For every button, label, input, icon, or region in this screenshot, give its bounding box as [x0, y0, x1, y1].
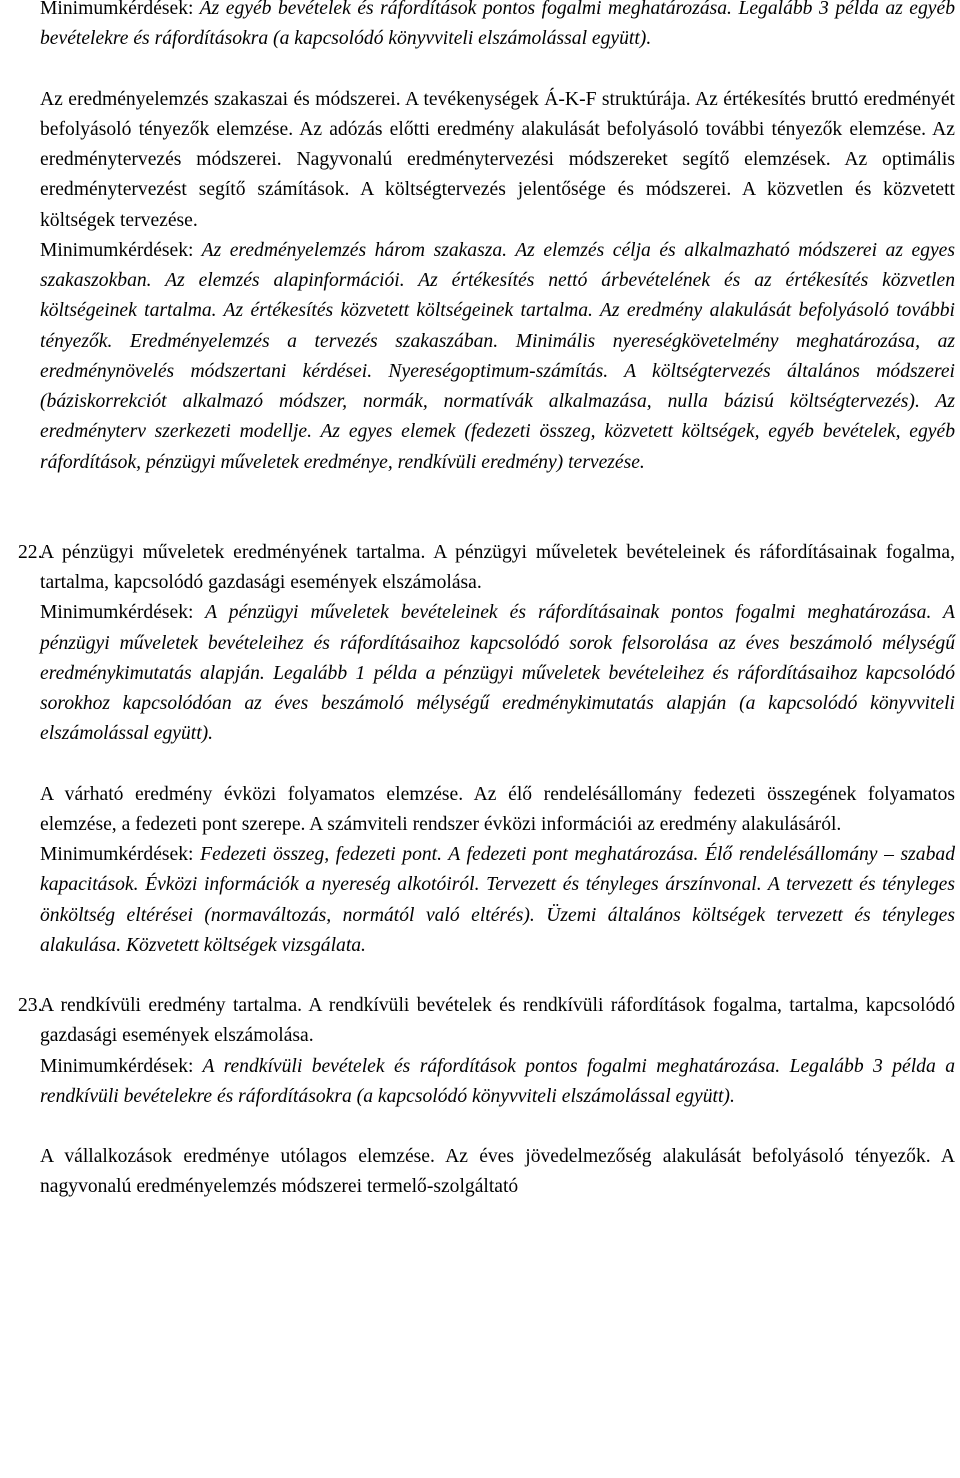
section-text: A pénzügyi műveletek eredményének tartalma. A pénzügyi műveletek bevételeinek és ráfordításainak fogalma, tartalma, kapcsolódó gazdasági események elszámolása. [40, 541, 955, 593]
paragraph-minimum-questions-other-income [40, 0, 955, 55]
paragraph-result-analysis [40, 85, 955, 236]
paragraph-expected-result [40, 780, 955, 841]
minimum-questions-label: Minimumkérdések: [40, 0, 194, 19]
document-page [18, 0, 955, 1203]
minimum-questions-label: Minimumkérdések: [40, 239, 194, 261]
minimum-questions-text: Az eredményelemzés három szakasza. Az elemzés célja és alkalmazható módszerei az egyes szakaszokban. Az elemzés alapinformációi. Az értékesítés nettó árbevételének és az értékesítés közvetlen költségeinek tartalma. Az értékesítés közvetett költségeinek tartalma. Az eredmény alakulását befolyásoló további tényezők. Eredményelemzés a tervezés szakaszában. Minimális nyereségkövetelmény meghatározása, az eredménynövelés módszertani kérdései. Nyereségoptimum-számítás. A költségtervezés általános módszerei (báziskorrekciót alkalmazó módszer, normák, normatívák alkalmazása, nulla bázisú költségtervezés). Az eredményterv szerkezeti modellje. Az egyes elemek (fedezeti összeg, közvetett költségek, egyéb bevételek, egyéb ráfordítások, pénzügyi műveletek eredménye, rendkívüli eredmény) tervezése. [40, 239, 955, 473]
section-number: 23. [18, 995, 43, 1016]
paragraph-minimum-questions-contribution [40, 840, 955, 961]
paragraph-text: Az eredményelemzés szakaszai és módszerei. A tevékenységek Á-K-F struktúrája. Az értékesítés bruttó eredményét befolyásoló tényezők elemzése. Az adózás előtti eredmény alakulását befolyásoló további tényezők elemzése. Az eredménytervezés módszerei. Nagyvonalú eredménytervezési módszereket segítő elemzések. Az optimális eredménytervezést segítő számítások. A költségtervezés jelentősége és módszerei. A közvetlen és közvetett költségek tervezése. [40, 88, 955, 231]
paragraph-company-result [40, 1142, 955, 1203]
paragraph-minimum-questions-financial [40, 598, 955, 749]
paragraph-minimum-questions-extraordinary [40, 1052, 955, 1113]
minimum-questions-label: Minimumkérdések: [40, 1055, 194, 1077]
paragraph-text: A várható eredmény évközi folyamatos elemzése. Az élő rendelésállomány fedezeti összegének folyamatos elemzése, a fedezeti pont szerepe. A számviteli rendszer évközi információi az eredmény alakulásáról. [40, 783, 955, 835]
section-number: 22. [18, 541, 43, 563]
spacer [40, 750, 955, 780]
section-23 [18, 991, 955, 1052]
paragraph-minimum-questions-result-analysis [40, 236, 955, 478]
minimum-questions-label: Minimumkérdések: [40, 602, 194, 624]
minimum-questions-text: A rendkívüli bevételek és ráfordítások pontos fogalmi meghatározása. Legalább 3 példa a rendkívüli bevételekre és ráfordításokra (a kapcsolódó könyvviteli elszámolással együtt). [40, 1055, 955, 1107]
spacer [40, 961, 955, 991]
spacer [40, 1112, 955, 1142]
minimum-questions-label: Minimumkérdések: [40, 844, 194, 865]
spacer [40, 478, 955, 538]
minimum-questions-text: Az egyéb bevételek és ráfordítások pontos fogalmi meghatározása. Legalább 3 példa az egyéb bevételekre és ráfordításokra (a kapcsolódó könyvviteli elszámolással együtt). [40, 0, 955, 50]
section-22 [18, 538, 955, 599]
minimum-questions-text: A pénzügyi műveletek bevételeinek és ráfordításainak pontos fogalmi meghatározása. A pénzügyi műveletek bevételeihez és ráfordításaihoz kapcsolódó sorok felsorolása az éves beszámoló mélységű eredménykimutatás alapján. Legalább 1 példa a pénzügyi műveletek bevételeihez és ráfordításaihoz kapcsolódó sorokhoz kapcsolódóan az éves beszámoló mélységű eredménykimutatás alapján (a kapcsolódó könyvviteli elszámolással együtt). [40, 602, 955, 745]
section-text: A rendkívüli eredmény tartalma. A rendkívüli bevételek és rendkívüli ráfordítások fogalma, tartalma, kapcsolódó gazdasági események elszámolása. [40, 995, 955, 1047]
paragraph-text: A vállalkozások eredménye utólagos elemzése. Az éves jövedelmezőség alakulását befolyásoló tényezők. A nagyvonalú eredményelemzés módszerei termelő-szolgáltató [40, 1146, 955, 1198]
minimum-questions-text: Fedezeti összeg, fedezeti pont. A fedezeti pont meghatározása. Élő rendelésállomány – szabad kapacitások. Évközi információk a nyereség alkotóiról. Tervezett és tényleges árszínvonal. A tervezett és tényleges önköltség eltérései (normaváltozás, normától való eltérés). Üzemi általános költségek tervezett és tényleges alakulása. Közvetett költségek vizsgálata. [40, 844, 955, 956]
spacer [40, 55, 955, 85]
